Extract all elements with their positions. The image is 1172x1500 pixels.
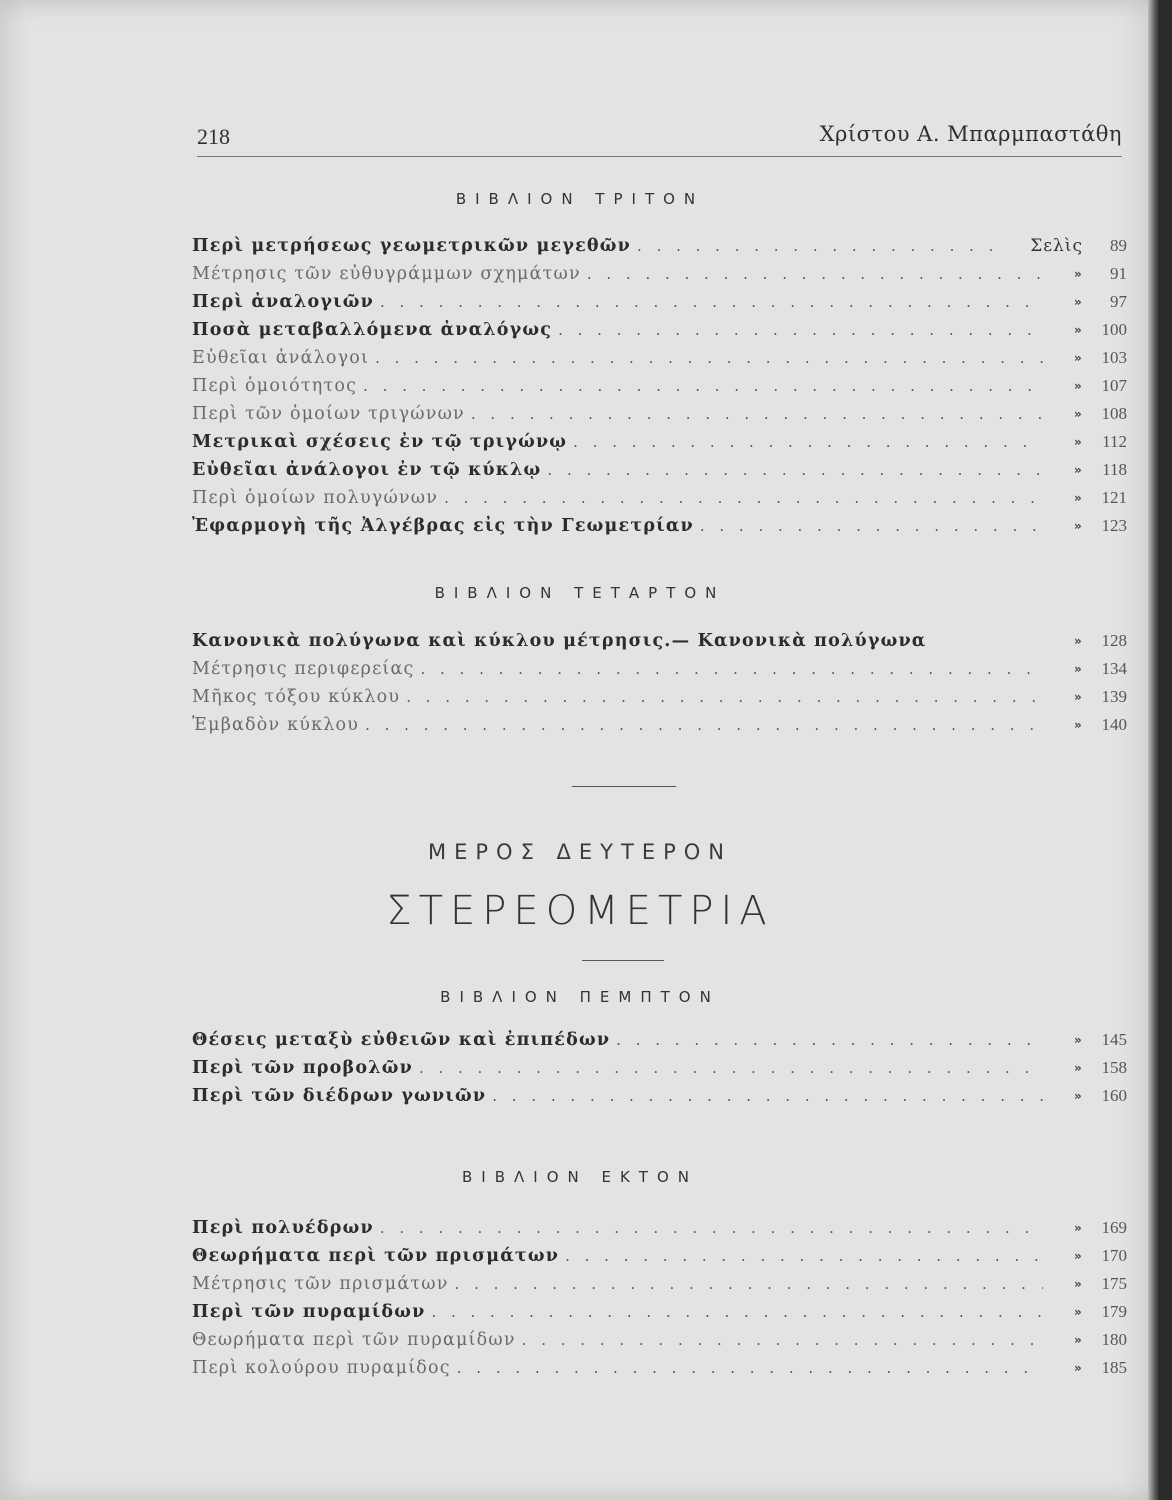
toc-entry-title: Περὶ κολούρου πυραμίδος — [192, 1358, 451, 1378]
toc-entry-page: 91 — [1110, 264, 1127, 283]
toc-entry-title: Περὶ μετρήσεως γεωμετρικῶν μεγεθῶν — [192, 236, 632, 256]
toc-entry-page: 175 — [1101, 1274, 1127, 1293]
toc-entry-title: Μετρικαὶ σχέσεις ἐν τῷ τριγώνῳ — [192, 432, 568, 452]
toc-entry-page: 112 — [1102, 432, 1127, 451]
page-edge — [1148, 0, 1160, 1500]
toc-entry-ditto: » — [1074, 1089, 1083, 1103]
toc-entry-ditto: » — [1074, 662, 1083, 676]
toc-entry-ditto: » — [1074, 718, 1083, 732]
toc-entry-title: Μέτρησις τῶν εὐθυγράμμων σχημάτων — [192, 264, 581, 284]
toc-list-book-4 — [192, 627, 1127, 739]
toc-entry-page: 170 — [1101, 1246, 1127, 1265]
toc-entry-page: 100 — [1101, 320, 1127, 339]
toc-entry-title: Μέτρησις τῶν πρισμάτων — [192, 1274, 449, 1294]
dot-leader — [522, 1331, 1043, 1349]
toc-entry-ditto: » — [1074, 1221, 1083, 1235]
toc-entry — [192, 1270, 1127, 1298]
toc-entry — [192, 512, 1127, 540]
toc-entry — [192, 456, 1127, 484]
book-heading-3: ΒΙΒΛΙΟΝ ΤΡΙΤΟΝ — [455, 190, 705, 208]
dot-leader — [558, 321, 1043, 339]
dot-leader — [573, 433, 1043, 451]
dot-leader — [380, 1219, 1043, 1237]
dot-leader — [471, 405, 1043, 423]
dot-leader — [380, 293, 1043, 311]
toc-entry-page: 169 — [1101, 1218, 1127, 1237]
toc-entry — [192, 316, 1127, 344]
running-header-author: Χρίστου Α. Μπαρμπαστάθη — [819, 122, 1122, 146]
toc-entry-ditto: » — [1074, 351, 1083, 365]
toc-entry-title: Εὐθεῖαι ἀνάλογοι — [192, 348, 370, 368]
section-divider — [572, 786, 676, 787]
toc-entry — [192, 1214, 1127, 1242]
dot-leader — [457, 1359, 1043, 1377]
toc-entry-title: Μῆκος τόξου κύκλου — [192, 687, 401, 707]
toc-entry-ditto: » — [1074, 379, 1083, 393]
toc-entry-title: Περὶ τῶν προβολῶν — [192, 1058, 413, 1078]
toc-entry-page: 97 — [1110, 292, 1127, 311]
toc-entry — [192, 400, 1127, 428]
toc-entry — [192, 1054, 1127, 1082]
toc-entry-page: 103 — [1101, 348, 1127, 367]
toc-entry-page: 89 — [1110, 236, 1127, 255]
toc-entry-ditto: » — [1074, 690, 1083, 704]
toc-entry-title: Περὶ ὁμοιότητος — [192, 376, 358, 396]
toc-entry — [192, 288, 1127, 316]
dot-leader — [700, 517, 1043, 535]
toc-entry-ditto: » — [1074, 491, 1083, 505]
section-divider — [582, 960, 664, 961]
toc-entry-page: 145 — [1101, 1030, 1127, 1049]
toc-entry-ditto: » — [1074, 1333, 1083, 1347]
toc-entry-title: Περὶ τῶν ὁμοίων τριγώνων — [192, 404, 465, 424]
dot-leader — [455, 1275, 1043, 1293]
toc-entry — [192, 1082, 1127, 1110]
toc-entry-page: 121 — [1101, 488, 1127, 507]
dot-leader — [406, 688, 1043, 706]
toc-entry-title: Ἐφαρμογὴ τῆς Ἀλγέβρας εἰς τὴν Γεωμετρίαν — [192, 516, 694, 536]
toc-entry — [192, 428, 1127, 456]
toc-entry — [192, 344, 1127, 372]
toc-entry-ditto: » — [1074, 267, 1083, 281]
toc-entry-title: Θεωρήματα περὶ τῶν πυραμίδων — [192, 1330, 516, 1350]
toc-entry-title: Περὶ πολυέδρων — [192, 1218, 374, 1238]
book-heading-5: ΒΙΒΛΙΟΝ ΠΕΜΠΤΟΝ — [440, 988, 720, 1006]
toc-entry-ditto: » — [1074, 1361, 1083, 1375]
toc-entry-ditto: » — [1074, 634, 1083, 648]
toc-entry-title: Κανονικὰ πολύγωνα καὶ κύκλου μέτρησις.— Κανονικὰ πολύγωνα — [192, 631, 927, 651]
toc-entry-title: Ἐμβαδὸν κύκλου — [192, 715, 360, 735]
toc-entry-title: Μέτρησις περιφερείας — [192, 659, 415, 679]
book-heading-4: ΒΙΒΛΙΟΝ ΤΕΤΑΡΤΟΝ — [434, 584, 726, 602]
toc-entry — [192, 1026, 1127, 1054]
toc-entry-page: 160 — [1101, 1086, 1127, 1105]
toc-entry-title: Περὶ ἀναλογιῶν — [192, 292, 375, 312]
dot-leader — [375, 349, 1043, 367]
toc-entry-ditto: Σελὶς — [1030, 236, 1083, 256]
toc-entry-page: 158 — [1101, 1058, 1127, 1077]
toc-entry-title: Θεωρήματα περὶ τῶν πρισμάτων — [192, 1246, 560, 1266]
toc-entry-ditto: » — [1074, 435, 1083, 449]
toc-list-book-6 — [192, 1214, 1127, 1382]
dot-leader — [365, 716, 1043, 734]
dot-leader — [492, 1087, 1043, 1105]
part-heading: ΜΕΡΟΣ ΔΕΥΤΕΡΟΝ — [428, 840, 732, 864]
toc-entry-ditto: » — [1074, 463, 1083, 477]
dot-leader — [587, 265, 1043, 283]
toc-entry-page: 139 — [1101, 687, 1127, 706]
toc-entry — [192, 627, 1127, 655]
dot-leader — [431, 1303, 1043, 1321]
toc-entry — [192, 655, 1127, 683]
dot-leader — [420, 660, 1043, 678]
toc-entry-title: Εὐθεῖαι ἀνάλογοι ἐν τῷ κύκλῳ — [192, 460, 542, 480]
dot-leader — [547, 461, 1043, 479]
toc-entry — [192, 1242, 1127, 1270]
toc-entry — [192, 683, 1127, 711]
toc-entry-page: 123 — [1101, 516, 1127, 535]
dot-leader — [444, 489, 1043, 507]
toc-entry — [192, 372, 1127, 400]
toc-entry-title: Περὶ τῶν πυραμίδων — [192, 1302, 426, 1322]
toc-entry-ditto: » — [1074, 1061, 1083, 1075]
toc-entry-page: 179 — [1101, 1302, 1127, 1321]
section-title: ΣΤΕΡΕΟΜΕΤΡΙΑ — [386, 888, 774, 934]
dot-leader — [419, 1059, 1043, 1077]
toc-entry-title: Περὶ ὁμοίων πολυγώνων — [192, 488, 439, 508]
toc-entry-page: 118 — [1102, 460, 1127, 479]
toc-entry-page: 140 — [1101, 715, 1127, 734]
toc-entry-ditto: » — [1074, 1305, 1083, 1319]
toc-entry-ditto: » — [1074, 1277, 1083, 1291]
dot-leader — [637, 237, 1003, 255]
dot-leader — [565, 1247, 1043, 1265]
toc-entry-page: 128 — [1101, 631, 1127, 650]
dot-leader — [616, 1031, 1043, 1049]
toc-entry-title: Θέσεις μεταξὺ εὐθειῶν καὶ ἐπιπέδων — [192, 1030, 611, 1050]
toc-list-book-5 — [192, 1026, 1127, 1110]
page-number: 218 — [197, 124, 230, 149]
toc-entry-ditto: » — [1074, 323, 1083, 337]
toc-entry — [192, 1298, 1127, 1326]
toc-entry-ditto: » — [1074, 1033, 1083, 1047]
toc-entry — [192, 484, 1127, 512]
toc-list-book-3 — [192, 232, 1127, 540]
toc-entry-page: 180 — [1101, 1330, 1127, 1349]
book-heading-6: ΒΙΒΛΙΟΝ ΕΚΤΟΝ — [462, 1168, 698, 1186]
toc-entry — [192, 232, 1127, 260]
toc-entry — [192, 1354, 1127, 1382]
toc-entry-page: 108 — [1101, 404, 1127, 423]
toc-entry — [192, 260, 1127, 288]
dot-leader — [363, 377, 1043, 395]
toc-entry-page: 185 — [1101, 1358, 1127, 1377]
toc-entry-ditto: » — [1074, 519, 1083, 533]
toc-entry-ditto: » — [1074, 1249, 1083, 1263]
toc-entry-ditto: » — [1074, 295, 1083, 309]
toc-entry-title: Ποσὰ μεταβαλλόμενα ἀναλόγως — [192, 320, 553, 340]
toc-entry — [192, 1326, 1127, 1354]
running-header — [197, 118, 1122, 157]
toc-entry-ditto: » — [1074, 407, 1083, 421]
toc-entry — [192, 711, 1127, 739]
toc-entry-title: Περὶ τῶν διέδρων γωνιῶν — [192, 1086, 487, 1106]
toc-entry-page: 107 — [1101, 376, 1127, 395]
toc-entry-page: 134 — [1101, 659, 1127, 678]
